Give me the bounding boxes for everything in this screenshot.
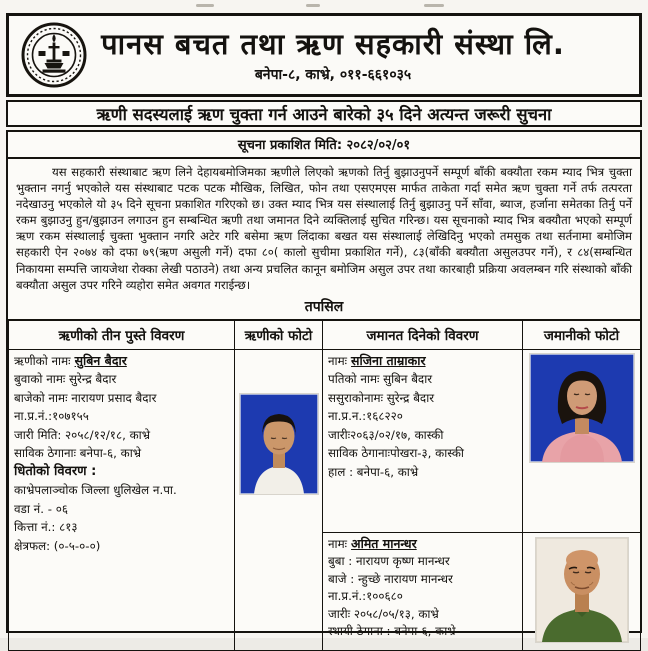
column-header-guarantor-details: जमानत दिनेको विवरण [323,320,523,350]
guarantor2-photo [536,538,628,642]
field-label: नामः [328,536,348,551]
field-label: नामः [328,353,348,368]
detail-line: जारीः २०५८/०५/१३, काभ्रे [328,606,439,621]
cropped-text-fragment [196,4,214,7]
cropped-top-edge [6,0,642,13]
detail-line: ना.प्र.नं.:१००६८० [328,589,403,604]
collateral-heading: धितोको विवरण : [14,463,97,479]
borrower-details-cell [9,349,235,650]
cropped-text-fragment [424,4,444,7]
detail-line: स्थायी ठेगाना : बनेपा-६, काभ्रे [328,624,456,639]
notice-paragraph: यस सहकारी संस्थाबाट ऋण लिने देहायबमोजिमका ऋणीले लिएको ऋणको तिर्नु बुझाउनुपर्ने सम्पूर्ण बाँकी बक्यौता रकम म्याद भित्र चुक्ता भुक्तान नगर्नु भएकोले यस संस्थाबाट पटक पटक मौखिक, लिखित, फोन तथा एसएमएस मार्फत ताकेता गर्दा समेत ऋण चुक्ता गर्ने तर्फ तत्परता नदेखाउनु भएकोले यो ३५ दिने सूचना प्रकाशित गरिएको छ। उक्त म्याद भित्र यस संस्थालाई तिर्नु बुझाउनु पर्ने साँवा, ब्याज, हर्जाना समेतका तिर्नु पर्ने रकम बुझाउनु हुन/बुझाउन लगाउन हुन सम्बन्धित ऋणी तथा जमानत दिने व्यक्तिलाई सुचित गरिन्छ। यस सूचनाको म्याद भित्र बक्यौता भएको सम्पूर्ण ऋण रकम संस्थालाई चुक्ता भुक्तान नगरि अटेर गरि बसेमा ऋण लिंदाका बखत यस संस्थालाई लेखिदिनु भएको तमसुक तथा सर्तनामा बमोजिम सहकारी ऐन २०७४ को दफा ७९(ऋण असुली गर्ने) दफा ८०( कालो सुचीमा प्रकाशित गर्ने), ८३(बाँकी बक्यौता असुलउपर गर्ने), र ८४(सम्बन्धित निकायमा सम्पत्ति जायजेथा रोक्का लेखी पठाउने) तथा अन्य प्रचलित कानून बमोजिम असुल उपर तथा कारबाही प्रक्रिया अवलम्बन गरि संस्थाको बाँकी बक्यौता असुल उपर गरिने व्यहोरा समेत अवगत गराईन्छ। [16,165,632,292]
detail-line: वडा नं. - ०६ [14,501,68,516]
detail-line: साविक ठेगानाः बनेपा-६, काभ्रे [14,446,142,461]
detail-line: पतिको नामः सुबिन बैदार [328,372,433,387]
detail-line: साविक ठेगानाःपोखरा-३, कास्की [328,446,464,461]
detail-line: कित्ता नं.: ८१३ [14,520,78,535]
detail-line: बुबा : नारायण कृष्ण मानन्धर [328,554,450,569]
guarantor1-name-line [328,352,517,371]
tapasil-heading: तपसिल [304,298,344,315]
detail-line: बुवाको नामः सुरेन्द्र बैदार [14,372,117,387]
detail-line: हाल : बनेपा-६, काभ्रे [328,464,419,479]
guarantor2-details [328,535,517,641]
detail-line: जारी मिति: २०५८/१२/१८, काभ्रे [14,427,150,442]
cropped-text-fragment [306,4,320,7]
guarantor2-photo-cell [523,532,641,650]
detail-line: बाजे : न्हुच्छे नारायण मानन्धर [328,571,453,586]
detail-line: जारीः२०६३/०२/१७, कास्की [328,427,444,442]
organization-name: पानस बचत तथा ऋण सहकारी संस्था लि. [101,26,565,61]
notice-body-box [6,130,642,639]
detail-line: काभ्रेपलाञ्चोक जिल्ला धुलिखेल न.पा. [14,483,177,498]
guarantor2-details-cell [323,532,523,650]
detail-line: बाजेको नामः नारायण प्रसाद बैदार [14,390,157,405]
detail-line: क्षेत्रफल: (०-५-०-०) [14,538,101,553]
publication-date: सूचना प्रकाशित मिति: २०८२/०२/०१ [8,132,640,159]
guarantor2-name: अमित मानन्धर [351,535,417,551]
table-row [9,349,641,532]
column-header-borrower-details: ऋणीको तीन पुस्ते विवरण [9,320,235,350]
guarantor1-photo [530,354,634,462]
guarantor2-name-line [328,535,517,554]
borrower-photo-cell [235,349,323,650]
notice-title: ऋणी सदस्यलाई ऋण चुक्ता गर्न आउने बारेको ३५ दिने अत्यन्त जरूरी सुचना [6,100,642,127]
guarantor1-details-cell [323,349,523,532]
detail-line: ना.प्र.नं.:१०७१५५ [14,409,89,424]
detail-line: ना.प्र.न.:१६८२२० [328,409,403,424]
table-header-row [9,320,641,350]
guarantor1-photo-cell [523,349,641,532]
guarantor1-details [328,352,517,482]
guarantor1-name: सजिना ताम्राकार [351,352,426,368]
column-header-borrower-photo: ऋणीको फोटो [235,320,323,350]
cooperative-seal-logo-icon [21,22,87,88]
details-table [8,319,641,651]
borrower-name-line [14,352,229,371]
borrower-details [14,352,229,556]
borrower-name: सुबिन बैदार [74,352,127,368]
column-header-guarantor-photo: जमानीको फोटो [523,320,641,350]
letterhead [6,13,642,97]
letterhead-text [87,27,639,84]
organization-address: बनेपा-८, काभ्रे, ०११-६६१०३५ [254,66,412,83]
detail-line: ससुराकोनामः सुरेन्द्र बैदार [328,390,435,405]
borrower-photo [240,394,318,494]
field-label: ऋणीको नामः [14,353,71,368]
